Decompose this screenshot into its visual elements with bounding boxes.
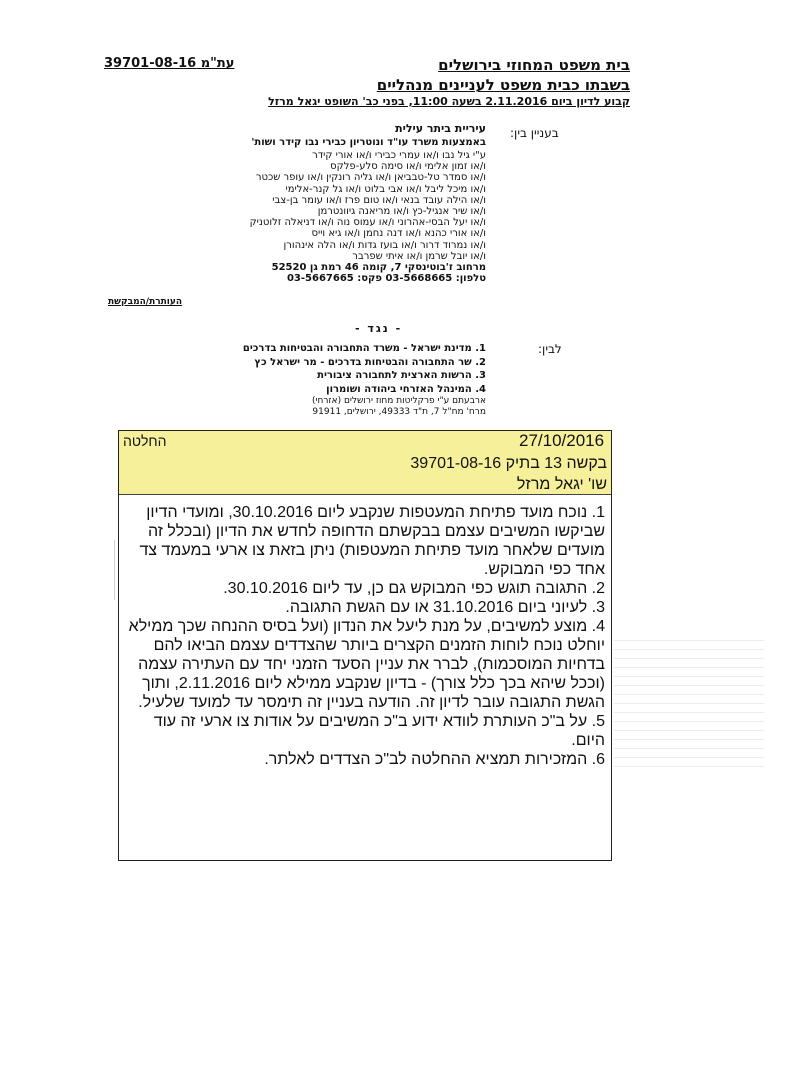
decision-paragraph: 6. המזכירות תמציא ההחלטה לב"כ הצדדים לאלתר. (264, 751, 605, 768)
and-label: לבין: (538, 342, 562, 356)
scan-remnant (100, 540, 115, 600)
lawyer-line: ו/או הילה עובד בנאי ו/או טום פרז ו/או עומר בן-צבי (272, 194, 486, 206)
respondent-line: 2. שר התחבורה והבטיחות בדרכים - מר ישראל כץ (254, 356, 486, 368)
decision-paragraph: 3. לעיוני ביום 31.10.2016 או עם הגשת התגובה. (285, 599, 605, 616)
decision-date: 27/10/2016 (519, 431, 605, 450)
lawyer-line: ו/או מיכל ליבל ו/או אבי בלוט ו/או גל קנר-אלימי (285, 183, 486, 195)
petitioner-counsel: באמצעות משרד עו"ד ונוטריון כבירי נבו קידר ושות' (251, 137, 486, 148)
court-subtitle: בשבתו כבית משפט לעניינים מנהליים (376, 76, 630, 94)
decision-paragraph: 1. נוכח מועד פתיחת המעטפות שנקבע ליום 30.10.2016, ומועדי הדיון שביקשו המשיבים עצמם בבקשתם הדחופה לחדש את הדיון (ובכלל זה מועדים שלאחר מועד פתיחת המעטפות) ניתן בזאת צו ארעי במעמד צד אחד כפי המבוקש. (139, 504, 605, 578)
petitioner-address: מרחוב ז'בוטינסקי 7, קומה 46 רמת גן 52520 (271, 262, 486, 274)
between-label: בעניין בין: (510, 126, 559, 140)
hearing-line: קבוע לדיון ביום 2.11.2016 בשעה 11:00, בפני כב' השופט יגאל מרזל (268, 95, 630, 108)
respondent-line: 3. הרשות הארצית לתחבורה ציבורית (317, 370, 486, 381)
decision-box (118, 430, 612, 861)
petitioner-role: העותרת/המבקשת (108, 297, 183, 307)
lawyer-line: ו/או אורי כהנא ו/או דנה נחמן ו/או גיא וייס (311, 228, 486, 240)
lawyer-line: ו/או זמון אלימי ו/או סימה סלע-פלקס (330, 161, 486, 173)
lawyer-line: ו/או יעל הבסי-אהרוני ו/או עמוס נוה ו/או דניאלה זלוטניק (249, 217, 486, 229)
respondent-line: 4. המינהל האזרחי ביהודה ושומרון (326, 383, 486, 395)
respondents-rep-line: ארבעתם ע"י פרקליטות מחוז ירושלים (אזרחי) (311, 396, 486, 406)
case-number: עת"מ 39701-08-16 (104, 56, 235, 71)
decision-judge: שו' יגאל מרזל (516, 476, 607, 493)
respondents-block (166, 342, 486, 418)
respondents-rep-line: מרח' מח"ל 7, ת"ד 49333, ירושלים, 91911 (312, 407, 486, 417)
petitioner-phone: טלפון: 03-5668665 פקס: 03-5667665 (286, 273, 486, 285)
decision-paragraph: 2. התגובה תוגש כפי המבוקש גם כן, עד ליום 30.10.2016. (223, 580, 605, 597)
lawyer-line: ו/או סמדר טל-טבביאן ו/או גליה רונקין ו/או עופר שכטר (255, 172, 486, 184)
decision-paragraph: 4. מוצע למשיבים, על מנת ליעל את הנדון (ועל בסיס ההנחה שכך ממילא יוחלט נוכח לוחות הזמנים הקצרים ביותר שהצדדים עצמם הביאו להם בדחיות המוסכמות), לברר את עניין הסעד הזמני יחד עם העתירה עצמה (וככל שיהא בכך כלל צורך) - בדיון שנקבע ממילא ליום 2.11.2016, ותוך הגשת התגובה עובר לדיון זה. הודעה בעניין זה תימסר עד למועד שלעיל. (128, 618, 605, 711)
lawyer-line: ו/או נמרוד דרור ו/או בועז גדות ו/או הלה אינהורן (283, 239, 486, 251)
decision-title: החלטה (123, 433, 167, 449)
lawyer-line: ו/או יובל שרמן ו/או איתי שפרבר (352, 250, 486, 262)
decision-header (119, 431, 611, 495)
scan-remnant (614, 640, 764, 770)
court-name: בית משפט המחוזי בירושלים (438, 56, 630, 74)
petitioner-title: עיריית ביתר עילית (395, 122, 486, 135)
respondent-line: 1. מדינת ישראל - משרד התחבורה והבטיחות בדרכים (242, 343, 486, 354)
decision-paragraph: 5. על ב"כ העותרת לוודא ידוע ב"כ המשיבים על אודות צו ארעי זה עוד היום. (153, 713, 605, 749)
versus-label: - נגד - (355, 322, 403, 335)
lawyer-line: ע"י גיל נבו ו/או עמרי כבירי ו/או אורי קידר (312, 150, 486, 161)
decision-request: בקשה 13 בתיק 39701-08-16 (410, 455, 607, 472)
decision-body (125, 503, 605, 769)
lawyer-line: ו/או שיר אנגיל-כץ ו/או מריאנה גיוונטרמן (317, 206, 486, 218)
petitioner-block (116, 122, 486, 284)
